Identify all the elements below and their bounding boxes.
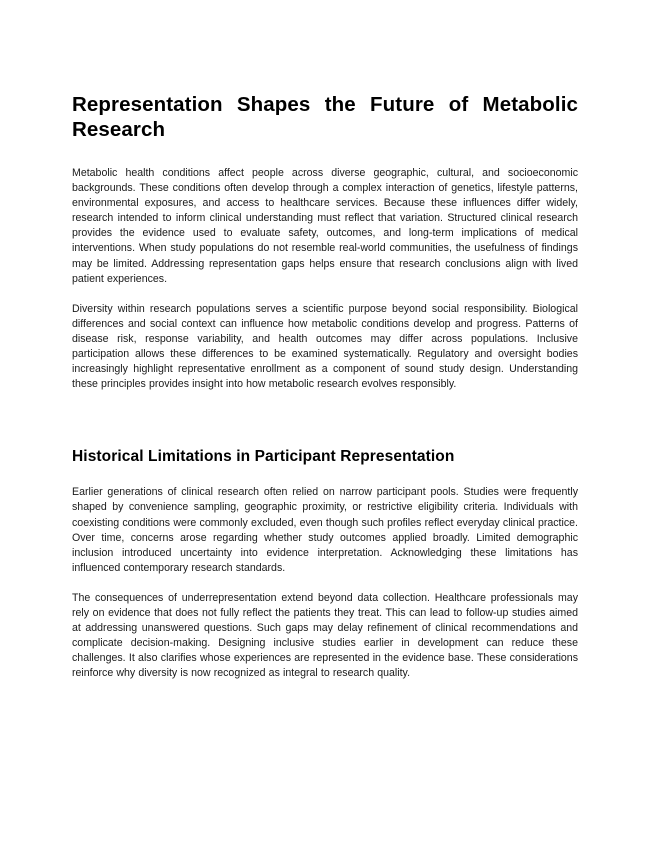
section-heading: Historical Limitations in Participant Representation [72, 448, 455, 466]
section-paragraph-1: Earlier generations of clinical research often relied on narrow participant pools. Studies were frequently shaped by convenience sampling, geographic proximity, or restrictive eligibility criteria. Individuals with coexisting conditions were commonly excluded, even though such profiles reflect everyday clinical practice. Over time, concerns arose regarding whether study outcomes applied broadly. Limited demographic inclusion introduced uncertainty into evidence interpretation. Acknowledging these limitations has influenced contemporary research standards. [72, 486, 578, 574]
section-historical-limitations [72, 447, 578, 681]
intro-paragraph-2: Diversity within research populations serves a scientific purpose beyond social responsibility. Biological differences and social context can influence how metabolic conditions develop and progress. Patterns of disease risk, response variability, and health outcomes may differ across populations. Inclusive participation allows these differences to be examined systematically. Regulatory and oversight bodies increasingly highlight representative enrollment as a component of sound study design. Understanding these principles provides insight into how metabolic research evolves responsibly. [72, 302, 578, 391]
page-title: Representation Shapes the Future of Metabolic Research [72, 93, 578, 141]
document-body [72, 92, 578, 681]
intro-paragraph-1: Metabolic health conditions affect people across diverse geographic, cultural, and socioeconomic backgrounds. These conditions often develop through a complex interaction of genetics, lifestyle patterns, environmental exposures, and access to healthcare services. Because these influences differ widely, research intended to inform clinical understanding must reflect that variation. Structured clinical research provides the evidence used to evaluate safety, outcomes, and long-term implications of medical interventions. When study populations do not resemble real-world communities, the usefulness of findings may be limited. Addressing representation gaps helps ensure that research conclusions align with lived patient experiences. [72, 167, 578, 285]
section-paragraph-2: The consequences of underrepresentation extend beyond data collection. Healthcare professionals may rely on evidence that does not fully reflect the patients they treat. This can lead to follow-up studies aimed at addressing unanswered questions. Such gaps may delay refinement of clinical recommendations and complicate decision-making. Designing inclusive studies earlier in development can reduce these challenges. It also clarifies whose experiences are represented in the evidence base. These considerations reinforce why diversity is now recognized as integral to research quality. [72, 591, 578, 680]
